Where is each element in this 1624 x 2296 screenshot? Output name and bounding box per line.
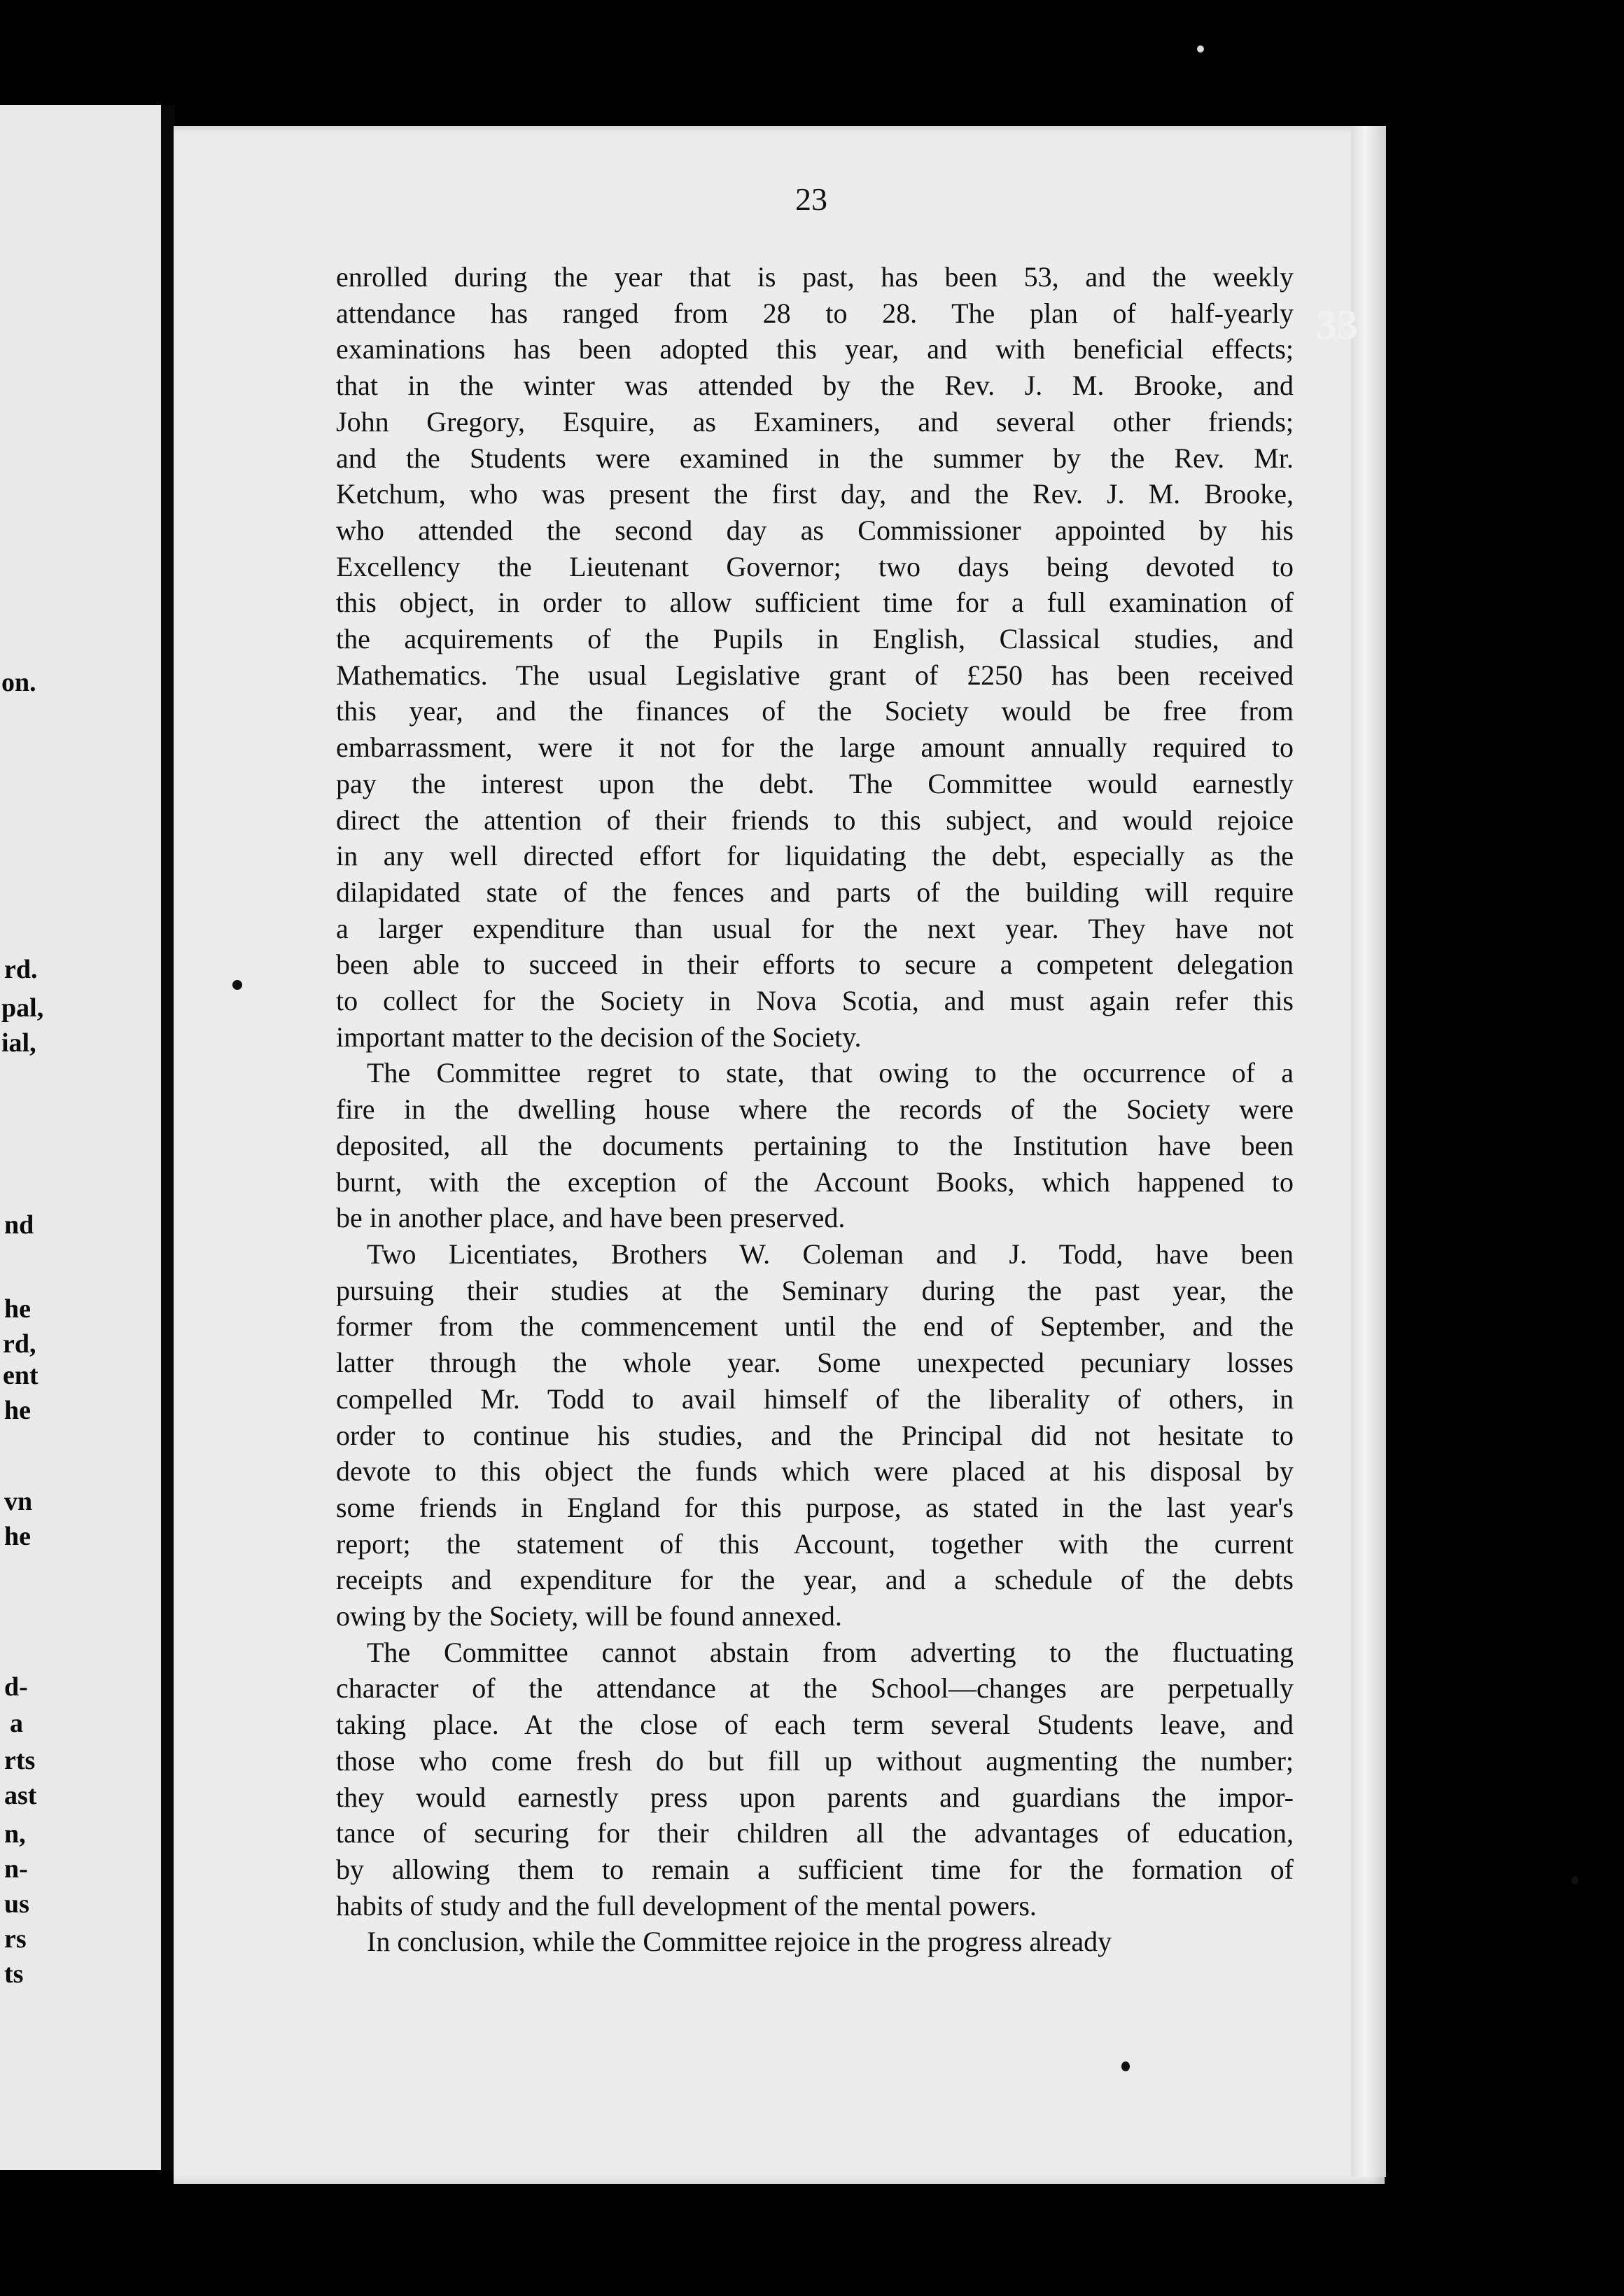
page-edge-shadow	[1351, 126, 1386, 2177]
text-line: the acquirements of the Pupils in English, Classical studies, and	[336, 623, 1294, 655]
left-fragment: us	[4, 1889, 29, 1919]
left-fragment: rs	[4, 1924, 27, 1954]
text-line: John Gregory, Esquire, as Examiners, and several other friends;	[336, 405, 1294, 438]
paragraph	[336, 1055, 1294, 1236]
text-line: tance of securing for their children all the advantages of education,	[336, 1817, 1294, 1849]
text-line: character of the attendance at the School—changes are perpetually	[336, 1672, 1294, 1704]
text-line: embarrassment, were it not for the large amount annually required to	[336, 732, 1294, 764]
text-line: Excellency the Lieutenant Governor; two days being devoted to	[336, 550, 1294, 582]
left-fragment: ent	[3, 1361, 38, 1390]
text-line: examinations has been adopted this year, and with beneficial effects;	[336, 333, 1294, 365]
text-line: that in the winter was attended by the Rev. J. M. Brooke, and	[336, 370, 1294, 402]
left-fragment: n-	[4, 1854, 28, 1884]
text-line: taking place. At the close of each term several Students leave, and	[336, 1709, 1294, 1741]
text-line: some friends in England for this purpose, as stated in the last year's	[336, 1491, 1294, 1523]
ink-speck	[1572, 1876, 1578, 1884]
text-line: important matter to the decision of the Society.	[336, 1021, 862, 1053]
left-fragment: d-	[4, 1672, 28, 1702]
left-fragment: n,	[4, 1819, 26, 1849]
text-line: report; the statement of this Account, together with the current	[336, 1527, 1294, 1560]
left-fragment: he	[4, 1294, 31, 1324]
left-fragment: ast	[4, 1781, 37, 1810]
left-fragment: rd,	[3, 1329, 36, 1359]
left-fragment: ts	[4, 1959, 24, 1989]
ink-speck	[1121, 2062, 1130, 2071]
paragraph	[336, 1924, 1294, 1960]
book-gutter	[161, 105, 175, 2170]
text-line: fire in the dwelling house where the records of the Society were	[336, 1093, 1294, 1126]
text-line: enrolled during the year that is past, has been 53, and the weekly	[336, 261, 1294, 293]
text-line: attendance has ranged from 28 to 28. The plan of half-yearly	[336, 297, 1294, 329]
left-fragment: nd	[4, 1210, 34, 1240]
text-line: been able to succeed in their efforts to secure a competent delegation	[336, 948, 1294, 981]
text-line: Mathematics. The usual Legislative grant of £250 has been received	[336, 659, 1294, 691]
text-line: who attended the second day as Commissioner appointed by his	[336, 514, 1294, 546]
paragraph	[336, 1634, 1294, 1924]
margin-annotation-number: 33	[1316, 302, 1358, 348]
text-line: The Committee regret to state, that owing to the occurrence of a	[367, 1057, 1294, 1089]
dust-speck	[1197, 46, 1204, 52]
text-line: pay the interest upon the debt. The Committee would earnestly	[336, 767, 1294, 799]
text-line: direct the attention of their friends to this subject, and would rejoice	[336, 804, 1294, 836]
ink-speck	[232, 980, 242, 990]
text-line: deposited, all the documents pertaining to the Institution have been	[336, 1129, 1294, 1161]
text-line: devote to this object the funds which were placed at his disposal by	[336, 1455, 1294, 1488]
left-fragment: on.	[1, 668, 36, 697]
text-line: former from the commencement until the end of September, and the	[336, 1310, 1294, 1343]
left-fragment: a	[10, 1709, 23, 1738]
paragraph	[336, 259, 1294, 1055]
text-line: to collect for the Society in Nova Scotia, and must again refer this	[336, 985, 1294, 1017]
text-line: The Committee cannot abstain from adverting to the fluctuating	[367, 1636, 1294, 1668]
left-fragment: he	[4, 1396, 31, 1425]
left-fragment: rd.	[4, 955, 38, 984]
paragraph	[336, 1236, 1294, 1634]
text-line: burnt, with the exception of the Account Books, which happened to	[336, 1166, 1294, 1198]
body-text	[336, 259, 1294, 1960]
left-fragment: he	[4, 1522, 31, 1551]
left-fragment: vn	[4, 1487, 33, 1516]
page-number: 23	[795, 181, 827, 217]
text-line: order to continue his studies, and the Principal did not hesitate to	[336, 1419, 1294, 1451]
text-line: compelled Mr. Todd to avail himself of the liberality of others, in	[336, 1382, 1294, 1415]
text-line: receipts and expenditure for the year, and a schedule of the debts	[336, 1564, 1294, 1596]
text-line: pursuing their studies at the Seminary during the past year, the	[336, 1274, 1294, 1306]
text-line: and the Students were examined in the summer by the Rev. Mr.	[336, 442, 1294, 474]
facing-page-fragment	[0, 105, 162, 2170]
text-line: this object, in order to allow sufficient time for a full examination of	[336, 587, 1294, 619]
left-fragment: ial,	[1, 1028, 36, 1058]
text-line: latter through the whole year. Some unexpected pecuniary losses	[336, 1347, 1294, 1379]
text-line: owing by the Society, will be found annexed.	[336, 1600, 842, 1632]
text-line: by allowing them to remain a sufficient time for the formation of	[336, 1853, 1294, 1885]
text-line: this year, and the finances of the Society would be free from	[336, 695, 1294, 727]
left-fragment: pal,	[1, 993, 44, 1023]
text-line: Two Licentiates, Brothers W. Coleman and J. Todd, have been	[367, 1238, 1294, 1270]
text-line: Ketchum, who was present the first day, and the Rev. J. M. Brooke,	[336, 478, 1294, 510]
text-line: a larger expenditure than usual for the next year. They have not	[336, 912, 1294, 944]
text-line: in any well directed effort for liquidating the debt, especially as the	[336, 840, 1294, 872]
left-fragment: rts	[4, 1746, 36, 1775]
text-line: habits of study and the full development of the mental powers.	[336, 1889, 1037, 1921]
text-line: dilapidated state of the fences and parts of the building will require	[336, 876, 1294, 908]
text-line: be in another place, and have been preserved.	[336, 1202, 846, 1234]
text-line: they would earnestly press upon parents and guardians the impor-	[336, 1781, 1294, 1813]
text-line: those who come fresh do but fill up without augmenting the number;	[336, 1744, 1294, 1777]
text-line: In conclusion, while the Committee rejoice in the progress already	[367, 1926, 1112, 1958]
